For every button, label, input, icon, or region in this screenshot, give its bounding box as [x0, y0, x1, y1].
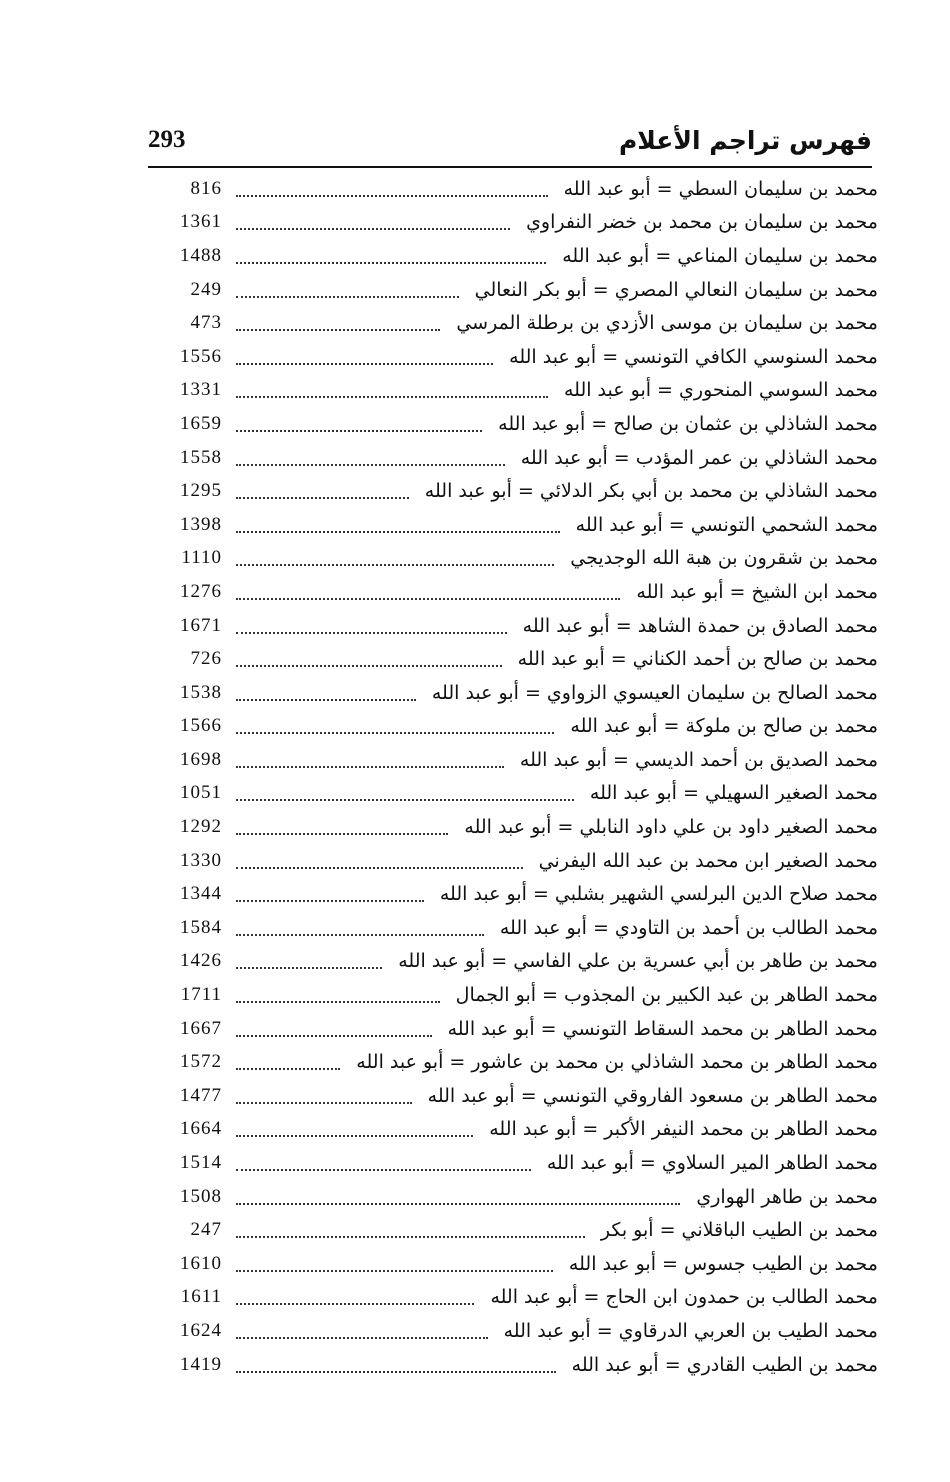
dot-leader — [236, 1371, 556, 1373]
entry-page-number: 1664 — [180, 1118, 222, 1140]
dot-leader — [236, 867, 523, 869]
dot-leader — [236, 598, 620, 600]
index-entry — [160, 542, 878, 576]
dot-leader — [236, 1068, 340, 1070]
entry-page-number: 1051 — [180, 782, 222, 804]
entry-page-number: 1610 — [180, 1252, 222, 1274]
dot-leader — [236, 228, 510, 230]
entry-name: محمد الطاهر بن محمد النيفر الأكبر = أبو عبد الله — [489, 1118, 878, 1141]
index-entry — [160, 1247, 878, 1281]
dot-leader — [236, 766, 504, 768]
entry-name: محمد بن سليمان المناعي = أبو عبد الله — [562, 244, 878, 267]
entry-page-number: 1671 — [180, 614, 222, 636]
dot-leader — [236, 1337, 488, 1339]
entry-name: محمد الطالب بن أحمد بن التاودي = أبو عبد الله — [499, 916, 878, 939]
entry-name: محمد بن شقرون بن هبة الله الوجديجي — [570, 547, 878, 570]
entry-page-number: 473 — [190, 312, 222, 334]
entry-page-number: 1426 — [180, 950, 222, 972]
index-entry — [160, 710, 878, 744]
dot-leader — [236, 632, 507, 634]
entry-name: محمد بن سليمان السطي = أبو عبد الله — [563, 177, 878, 200]
entry-page-number: 1330 — [180, 849, 222, 871]
entry-name: محمد صلاح الدين البرلسي الشهير بشلبي = أبو عبد الله — [439, 883, 878, 906]
dot-leader — [236, 195, 548, 197]
entry-page-number: 1711 — [180, 984, 222, 1006]
entry-name: محمد بن صالح بن ملوكة = أبو عبد الله — [570, 715, 878, 738]
index-entry — [160, 1146, 878, 1180]
index-entry — [160, 508, 878, 542]
index-entries-list — [160, 172, 878, 1381]
index-entry — [160, 844, 878, 878]
running-header — [148, 118, 872, 168]
dot-leader — [236, 1270, 553, 1272]
index-entry — [160, 877, 878, 911]
entry-page-number: 1361 — [180, 211, 222, 233]
index-entry — [160, 575, 878, 609]
index-entry — [160, 441, 878, 475]
page-title: فهرس تراجم الأعلام — [618, 126, 872, 155]
entry-name: محمد الطاهر بن محمد الشاذلي بن محمد بن عاشور = أبو عبد الله — [356, 1051, 878, 1074]
index-entry — [160, 642, 878, 676]
entry-name: محمد الصديق بن أحمد الديسي = أبو عبد الله — [519, 748, 878, 771]
entry-name: محمد بن صالح بن أحمد الكناني = أبو عبد الله — [517, 648, 878, 671]
dot-leader — [236, 497, 409, 499]
index-entry — [160, 1012, 878, 1046]
entry-page-number: 1344 — [180, 883, 222, 905]
dot-leader — [236, 833, 448, 835]
dot-leader — [236, 296, 459, 298]
index-entry — [160, 206, 878, 240]
entry-page-number: 1488 — [180, 244, 222, 266]
dot-leader — [236, 699, 416, 701]
entry-name: محمد الصادق بن حمدة الشاهد = أبو عبد الله — [522, 614, 878, 637]
entry-page-number: 1110 — [181, 547, 222, 569]
index-entry — [160, 911, 878, 945]
dot-leader — [236, 1203, 680, 1205]
entry-name: محمد بن طاهر الهواري — [696, 1185, 878, 1208]
dot-leader — [236, 967, 382, 969]
dot-leader — [236, 1135, 473, 1137]
dot-leader — [236, 665, 502, 667]
index-entry — [160, 1113, 878, 1147]
index-entry — [160, 1314, 878, 1348]
dot-leader — [236, 1236, 585, 1238]
index-entry — [160, 945, 878, 979]
entry-name: محمد بن سليمان النعالي المصري = أبو بكر النعالي — [474, 278, 878, 301]
index-entry — [160, 340, 878, 374]
entry-name: محمد السوسي المنحوري = أبو عبد الله — [563, 379, 878, 402]
entry-name: محمد الطاهر بن محمد السقاط التونسي = أبو عبد الله — [447, 1017, 878, 1040]
entry-page-number: 1538 — [180, 681, 222, 703]
entry-name: محمد الشاذلي بن عمر المؤدب = أبو عبد الله — [520, 446, 878, 469]
entry-name: محمد الصغير داود بن علي داود النابلي = أبو عبد الله — [464, 816, 878, 839]
entry-page-number: 726 — [190, 648, 222, 670]
dot-leader — [236, 732, 554, 734]
dot-leader — [236, 900, 424, 902]
entry-page-number: 1566 — [180, 715, 222, 737]
entry-name: محمد بن الطيب جسوس = أبو عبد الله — [568, 1252, 878, 1275]
dot-leader — [236, 564, 554, 566]
index-entry — [160, 1079, 878, 1113]
dot-leader — [236, 329, 440, 331]
entry-page-number: 1572 — [180, 1051, 222, 1073]
entry-name: محمد الصالح بن سليمان العيسوي الزواوي = أبو عبد الله — [431, 681, 878, 704]
entry-page-number: 1398 — [180, 513, 222, 535]
entry-name: محمد بن الطيب القادري = أبو عبد الله — [571, 1353, 878, 1376]
index-entry — [160, 609, 878, 643]
dot-leader — [236, 934, 484, 936]
entry-page-number: 1584 — [180, 916, 222, 938]
entry-page-number: 1292 — [180, 816, 222, 838]
entry-page-number: 1508 — [180, 1185, 222, 1207]
dot-leader — [236, 1102, 412, 1104]
dot-leader — [236, 1169, 531, 1171]
index-entry — [160, 743, 878, 777]
index-entry — [160, 978, 878, 1012]
entry-name: محمد بن سليمان بن موسى الأزدي بن برطلة المرسي — [456, 312, 878, 335]
entry-name: محمد الطاهر المير السلاوي = أبو عبد الله — [546, 1152, 878, 1175]
entry-page-number: 1514 — [180, 1152, 222, 1174]
entry-page-number: 249 — [190, 278, 222, 300]
index-entry — [160, 172, 878, 206]
index-entry — [160, 273, 878, 307]
index-entry — [160, 1180, 878, 1214]
entry-page-number: 1667 — [180, 1017, 222, 1039]
entry-name: محمد ابن الشيخ = أبو عبد الله — [636, 580, 878, 603]
entry-name: محمد الطالب بن حمدون ابن الحاج = أبو عبد الله — [490, 1286, 878, 1309]
dot-leader — [236, 799, 574, 801]
index-entry — [160, 777, 878, 811]
entry-page-number: 1331 — [180, 379, 222, 401]
dot-leader — [236, 396, 548, 398]
entry-page-number: 1556 — [180, 345, 222, 367]
index-entry — [160, 810, 878, 844]
dot-leader — [236, 363, 493, 365]
dot-leader — [236, 531, 560, 533]
entry-name: محمد الشحمي التونسي = أبو عبد الله — [575, 513, 878, 536]
entry-name: محمد الطاهر بن عبد الكبير بن المجذوب = أبو الجمال — [455, 984, 878, 1007]
dot-leader — [236, 1001, 440, 1003]
index-entry — [160, 407, 878, 441]
entry-page-number: 1624 — [180, 1319, 222, 1341]
index-entry — [160, 374, 878, 408]
index-entry — [160, 474, 878, 508]
entry-name: محمد بن الطيب الباقلاني = أبو بكر — [600, 1219, 878, 1242]
dot-leader — [236, 262, 546, 264]
index-entry — [160, 1281, 878, 1315]
entry-name: محمد بن سليمان بن محمد بن خضر النفراوي — [526, 211, 878, 234]
entry-page-number: 1419 — [180, 1353, 222, 1375]
entry-name: محمد الصغير ابن محمد بن عبد الله اليفرني — [538, 849, 878, 872]
entry-page-number: 247 — [190, 1219, 222, 1241]
entry-name: محمد الشاذلي بن محمد بن أبي بكر الدلائي = أبو عبد الله — [424, 480, 878, 503]
entry-page-number: 816 — [190, 177, 222, 199]
entry-name: محمد بن طاهر بن أبي عسرية بن علي الفاسي = أبو عبد الله — [398, 950, 878, 973]
dot-leader — [236, 1035, 432, 1037]
dot-leader — [236, 464, 505, 466]
index-entry — [160, 1213, 878, 1247]
entry-name: محمد الطاهر بن مسعود الفاروقي التونسي = أبو عبد الله — [427, 1084, 878, 1107]
entry-page-number: 1558 — [180, 446, 222, 468]
index-entry — [160, 306, 878, 340]
entry-page-number: 1611 — [180, 1286, 222, 1308]
index-entry — [160, 1348, 878, 1382]
page-number: 293 — [148, 126, 186, 153]
index-entry — [160, 1045, 878, 1079]
entry-name: محمد الطيب بن العربي الدرقاوي = أبو عبد الله — [503, 1319, 878, 1342]
entry-page-number: 1276 — [180, 580, 222, 602]
entry-name: محمد الصغير السهيلي = أبو عبد الله — [589, 782, 878, 805]
entry-page-number: 1295 — [180, 480, 222, 502]
index-entry — [160, 676, 878, 710]
entry-page-number: 1477 — [180, 1084, 222, 1106]
entry-page-number: 1698 — [180, 748, 222, 770]
entry-page-number: 1659 — [180, 412, 222, 434]
entry-name: محمد السنوسي الكافي التونسي = أبو عبد الله — [509, 345, 878, 368]
entry-name: محمد الشاذلي بن عثمان بن صالح = أبو عبد الله — [498, 412, 878, 435]
dot-leader — [236, 430, 482, 432]
index-entry — [160, 239, 878, 273]
dot-leader — [236, 1303, 474, 1305]
